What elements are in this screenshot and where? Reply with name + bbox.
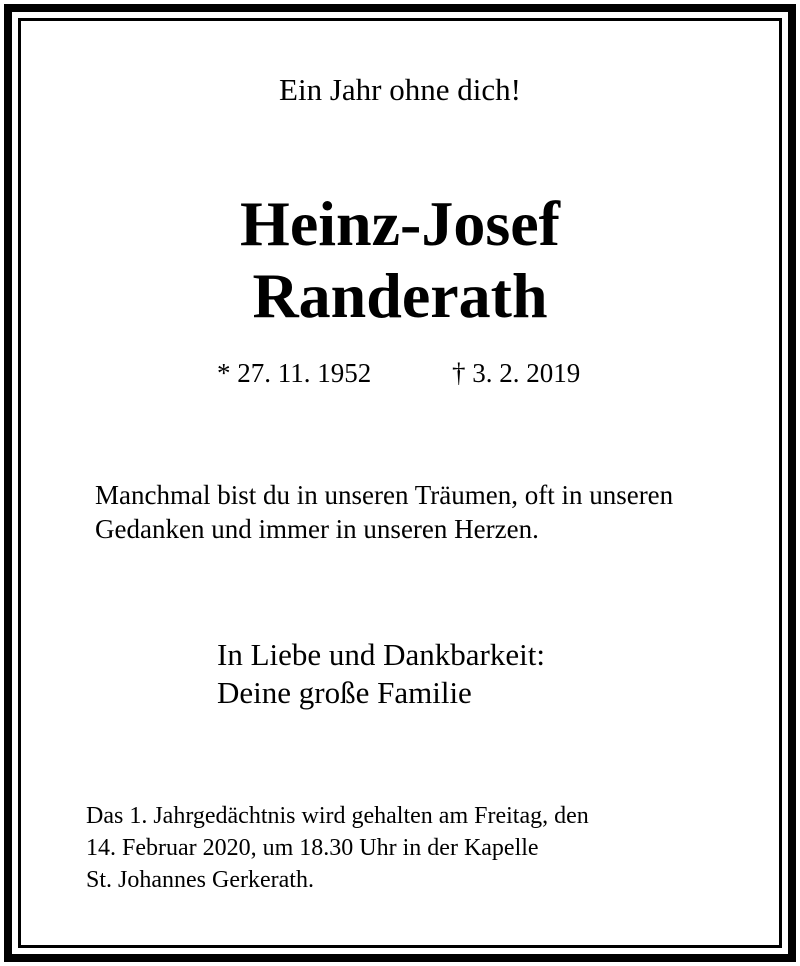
headline: Ein Jahr ohne dich! bbox=[279, 72, 521, 107]
quote-line: Gedanken und immer in unseren Herzen. bbox=[95, 514, 539, 544]
memorial-notice-line: Das 1. Jahrgedächtnis wird gehalten am Freitag, den bbox=[86, 803, 589, 829]
signature-line: In Liebe und Dankbarkeit: bbox=[217, 637, 545, 672]
deceased-last-name: Randerath bbox=[252, 260, 548, 331]
death-date: † 3. 2. 2019 bbox=[452, 358, 581, 388]
memorial-notice-line: St. Johannes Gerkerath. bbox=[86, 867, 314, 893]
signature-line: Deine große Familie bbox=[217, 675, 472, 710]
memorial-notice-line: 14. Februar 2020, um 18.30 Uhr in der Kapelle bbox=[86, 835, 539, 861]
deceased-first-name: Heinz-Josef bbox=[240, 188, 560, 259]
birth-date: * 27. 11. 1952 bbox=[217, 358, 372, 388]
quote-line: Manchmal bist du in unseren Träumen, oft in unseren bbox=[95, 480, 674, 510]
